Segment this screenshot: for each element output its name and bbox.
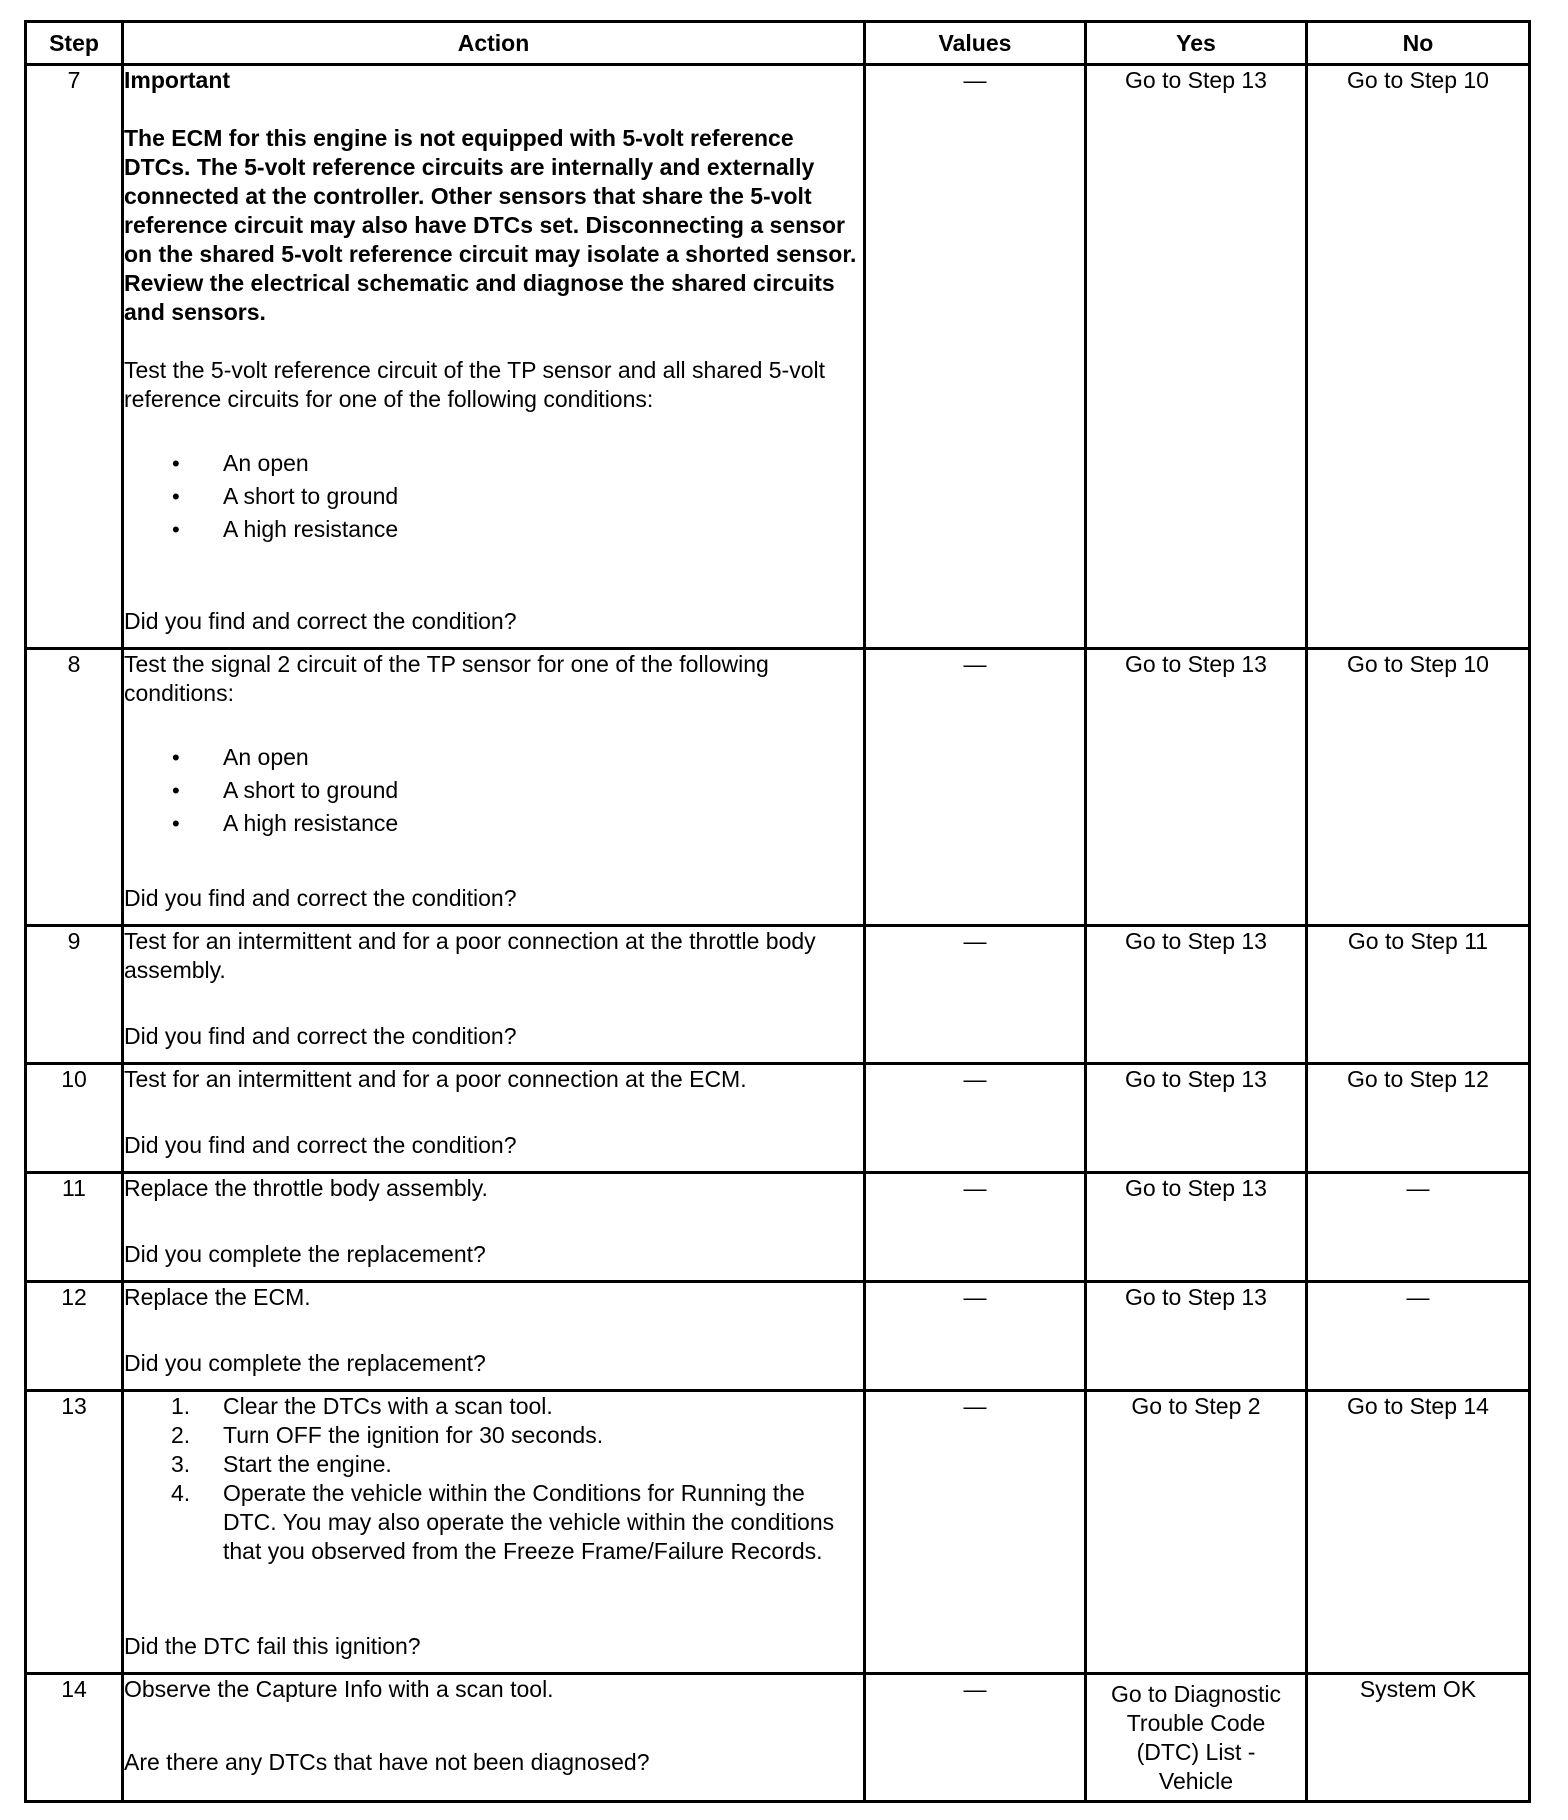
yes-cell: Go to Step 2 bbox=[1086, 1391, 1307, 1674]
action-question: Did you find and correct the condition? bbox=[124, 885, 517, 911]
values-cell: — bbox=[865, 649, 1086, 926]
table-row-step-13 bbox=[26, 1391, 1530, 1674]
action-question: Did you find and correct the condition? bbox=[124, 1132, 517, 1158]
no-cell: — bbox=[1307, 1282, 1530, 1391]
action-cell bbox=[123, 1173, 865, 1282]
yes-cell: Go to Diagnostic Trouble Code (DTC) List - Vehicle bbox=[1086, 1674, 1307, 1802]
action-cell bbox=[123, 1391, 865, 1674]
list-item: 2. Turn OFF the ignition for 30 seconds. bbox=[171, 1422, 604, 1448]
conditions-list bbox=[124, 447, 863, 546]
important-label: Important bbox=[124, 67, 231, 93]
values-cell: — bbox=[865, 1674, 1086, 1802]
yes-cell: Go to Step 13 bbox=[1086, 1173, 1307, 1282]
action-question: Did you find and correct the condition? bbox=[124, 1023, 517, 1049]
action-cell bbox=[123, 1674, 865, 1802]
procedure-list bbox=[124, 1392, 863, 1566]
step-number: 11 bbox=[26, 1173, 123, 1282]
action-instruction: Test for an intermittent and for a poor connection at the ECM. bbox=[124, 1066, 747, 1092]
yes-cell: Go to Step 13 bbox=[1086, 926, 1307, 1064]
no-cell: System OK bbox=[1307, 1674, 1530, 1802]
no-cell: Go to Step 12 bbox=[1307, 1064, 1530, 1173]
step-number: 7 bbox=[26, 65, 123, 649]
list-item: • A short to ground bbox=[124, 774, 863, 807]
list-item: 4. Operate the vehicle within the Conditions for Running the DTC. You may also operate the vehicle within the conditions that you observed from the Freeze Frame/Failure Records. bbox=[171, 1480, 835, 1564]
action-cell bbox=[123, 65, 865, 649]
table-row-step-10 bbox=[26, 1064, 1530, 1173]
table-row-step-12 bbox=[26, 1282, 1530, 1391]
table-row-step-7 bbox=[26, 65, 1530, 649]
list-item: • An open bbox=[124, 447, 863, 480]
values-cell: — bbox=[865, 1391, 1086, 1674]
values-cell: — bbox=[865, 1282, 1086, 1391]
table-row-step-9 bbox=[26, 926, 1530, 1064]
values-cell: — bbox=[865, 926, 1086, 1064]
action-instruction: Replace the throttle body assembly. bbox=[124, 1175, 488, 1201]
conditions-list bbox=[124, 741, 863, 840]
action-cell bbox=[123, 1282, 865, 1391]
list-item: • A high resistance bbox=[124, 513, 863, 546]
yes-cell: Go to Step 13 bbox=[1086, 65, 1307, 649]
step-number: 9 bbox=[26, 926, 123, 1064]
yes-cell: Go to Step 13 bbox=[1086, 1064, 1307, 1173]
action-question: Did you complete the replacement? bbox=[124, 1350, 486, 1376]
action-instruction: Observe the Capture Info with a scan tool. bbox=[124, 1676, 554, 1702]
list-item: • A short to ground bbox=[124, 480, 863, 513]
step-number: 10 bbox=[26, 1064, 123, 1173]
header-action: Action bbox=[123, 22, 865, 65]
no-cell: Go to Step 14 bbox=[1307, 1391, 1530, 1674]
list-item: 1. Clear the DTCs with a scan tool. bbox=[171, 1393, 553, 1419]
values-cell: — bbox=[865, 65, 1086, 649]
step-number: 13 bbox=[26, 1391, 123, 1674]
step-number: 8 bbox=[26, 649, 123, 926]
table-row-step-8 bbox=[26, 649, 1530, 926]
no-cell: Go to Step 10 bbox=[1307, 65, 1530, 649]
no-cell: Go to Step 10 bbox=[1307, 649, 1530, 926]
list-item: • A high resistance bbox=[124, 807, 863, 840]
action-question: Did you find and correct the condition? bbox=[124, 608, 517, 634]
list-item: • An open bbox=[124, 741, 863, 774]
important-text: The ECM for this engine is not equipped with 5-volt reference DTCs. The 5-volt reference circuits are internally and externally connected at the controller. Other sensors that share the 5-volt reference circuit may also have DTCs set. Disconnecting a sensor on the shared 5-volt reference circuit may isolate a shorted sensor. Review the electrical schematic and diagnose the shared circuits and sensors. bbox=[124, 125, 857, 325]
header-yes: Yes bbox=[1086, 22, 1307, 65]
no-cell: — bbox=[1307, 1173, 1530, 1282]
yes-cell: Go to Step 13 bbox=[1086, 1282, 1307, 1391]
action-question: Are there any DTCs that have not been diagnosed? bbox=[124, 1749, 650, 1775]
step-number: 14 bbox=[26, 1674, 123, 1802]
action-instruction: Replace the ECM. bbox=[124, 1284, 311, 1310]
header-values: Values bbox=[865, 22, 1086, 65]
diagnostic-table bbox=[24, 20, 1531, 1803]
step-number: 12 bbox=[26, 1282, 123, 1391]
action-instruction: Test the signal 2 circuit of the TP sensor for one of the following conditions: bbox=[124, 651, 769, 706]
header-step: Step bbox=[26, 22, 123, 65]
action-question: Did you complete the replacement? bbox=[124, 1241, 486, 1267]
action-cell bbox=[123, 926, 865, 1064]
action-instruction: Test for an intermittent and for a poor connection at the throttle body assembly. bbox=[124, 928, 816, 983]
table-row-step-11 bbox=[26, 1173, 1530, 1282]
action-question: Did the DTC fail this ignition? bbox=[124, 1633, 421, 1659]
header-row bbox=[26, 22, 1530, 65]
action-instruction: Test the 5-volt reference circuit of the TP sensor and all shared 5-volt reference circuits for one of the following conditions: bbox=[124, 357, 826, 412]
action-cell bbox=[123, 649, 865, 926]
action-cell bbox=[123, 1064, 865, 1173]
values-cell: — bbox=[865, 1064, 1086, 1173]
yes-cell: Go to Step 13 bbox=[1086, 649, 1307, 926]
no-cell: Go to Step 11 bbox=[1307, 926, 1530, 1064]
list-item: 3. Start the engine. bbox=[171, 1451, 392, 1477]
values-cell: — bbox=[865, 1173, 1086, 1282]
header-no: No bbox=[1307, 22, 1530, 65]
table-row-step-14 bbox=[26, 1674, 1530, 1802]
